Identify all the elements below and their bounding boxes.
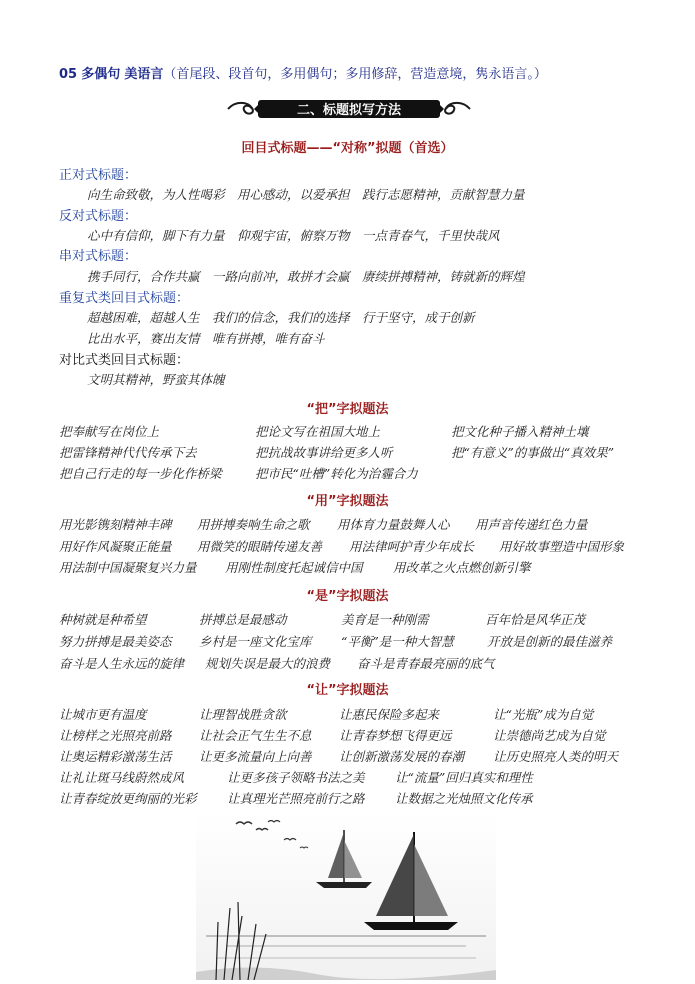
group-line-2: 心中有信仰，脚下有力量 仰观宇宙，俯察万物 一点青春气，千里快哉风 [87,228,500,243]
list-item: 把自己行走的每一步化作桥梁 [59,466,222,481]
list-item: 让理智战胜贪欲 [199,707,287,722]
list-item: 把抗战故事讲给更多人听 [255,445,393,460]
list-item: 把文化种子播入精神土壤 [451,424,589,439]
subsection-1-title: 回目式标题——“对称”拟题（首选） [241,141,454,156]
subsection-5-title: “让”字拟题法 [306,683,389,698]
subsection-2-title: “把”字拟题法 [306,402,389,417]
list-item: 让社会正气生生不息 [199,728,312,743]
list-item: 美育是一种刚需 [341,612,429,627]
list-item: 让崇德尚艺成为自觉 [493,728,606,743]
section-title-banner [226,98,472,120]
list-item: 用法律呵护青少年成长 [349,539,475,554]
list-item: 奋斗是人生永远的旋律 [59,656,185,671]
list-item: 让惠民保险多起来 [339,707,440,722]
list-item: 让城市更有温度 [59,707,147,722]
list-item: “平衡”是一种大智慧 [341,634,454,649]
list-item: 用好作风凝聚正能量 [59,539,172,554]
list-item: 让“流量”回归真实和理性 [395,770,533,785]
list-item: 种树就是种希望 [59,612,147,627]
list-item: 让真理光芒照亮前行之路 [227,791,365,806]
list-item: 努力拼搏是最美姿态 [59,634,172,649]
list-item: 百年恰是风华正茂 [485,612,586,627]
intro-line [59,63,547,82]
subsection-3-title: “用”字拟题法 [306,494,389,509]
subsection-4-title: “是”字拟题法 [306,589,389,604]
group-line-4a: 超越困难，超越人生 我们的信念，我们的选择 行于坚守，成于创新 [87,310,475,325]
list-item: 用光影镌刻精神丰碑 [59,517,172,532]
list-item: 把雷锋精神代代传承下去 [59,445,197,460]
sailboat-illustration [196,812,496,980]
intro-number: 05 [59,67,78,82]
list-item: 用拼搏奏响生命之歌 [197,517,310,532]
group-label-4: 重复式类回目式标题： [59,291,190,306]
intro-keyword-1: 多偶句 [81,67,121,82]
list-item: 用好故事塑造中国形象 [499,539,625,554]
list-item: 把“有意义”的事做出“真效果” [451,445,615,460]
list-item: 用微笑的眼睛传递友善 [197,539,323,554]
list-item: 让历史照亮人类的明天 [493,749,619,764]
group-label-3: 串对式标题： [59,249,138,264]
list-item: 让礼让斑马线蔚然成风 [59,770,185,785]
list-item: 开放是创新的最佳滋养 [487,634,613,649]
list-item: 让创新激荡发展的春潮 [339,749,465,764]
list-item: 拼搏总是最感动 [199,612,287,627]
group-line-3: 携手同行，合作共赢 一路向前冲，敢拼才会赢 赓续拼搏精神，铸就新的辉煌 [87,269,525,284]
group-label-5: 对比式类回目式标题： [59,353,190,368]
list-item: 规划失误是最大的浪费 [205,656,331,671]
list-item: 让榜样之光照亮前路 [59,728,172,743]
list-item: 把奉献写在岗位上 [59,424,160,439]
list-item: 用声音传递红色力量 [475,517,588,532]
list-item: 让青春梦想飞得更远 [339,728,452,743]
list-item: 把市民“吐槽”转化为治霾合力 [255,466,418,481]
list-item: 用法制中国凝聚复兴力量 [59,560,197,575]
list-item: 让青春绽放更绚丽的光彩 [59,791,197,806]
group-line-1: 向生命致敬，为人性喝彩 用心感动，以爱承担 践行志愿精神，贡献智慧力量 [87,187,525,202]
intro-rest: （首尾段、段首句，多用偶句；多用修辞，营造意境，隽永语言。） [163,67,547,82]
list-item: 让更多流量向上向善 [199,749,312,764]
group-line-5: 文明其精神，野蛮其体魄 [87,372,225,387]
list-item: 乡村是一座文化宝库 [199,634,312,649]
section-title: 二、标题拟写方法 [296,103,401,118]
list-item: 让奥运精彩激荡生活 [59,749,172,764]
list-item: 把论文写在祖国大地上 [255,424,381,439]
list-item: 用改革之火点燃创新引擎 [393,560,531,575]
list-item: 让数据之光烛照文化传承 [395,791,533,806]
list-item: 让“光瓶”成为自觉 [493,707,594,722]
list-item: 用体育力量鼓舞人心 [337,517,450,532]
list-item: 用刚性制度托起诚信中国 [225,560,363,575]
list-item: 奋斗是青春最亮丽的底气 [357,656,495,671]
group-label-2: 反对式标题： [59,209,138,224]
intro-keyword-2: 美语言 [124,67,164,82]
group-line-4b: 比出水平，赛出友情 唯有拼搏，唯有奋斗 [87,331,325,346]
sailboat-icon [196,812,496,980]
group-label-1: 正对式标题： [59,168,138,183]
list-item: 让更多孩子领略书法之美 [227,770,365,785]
